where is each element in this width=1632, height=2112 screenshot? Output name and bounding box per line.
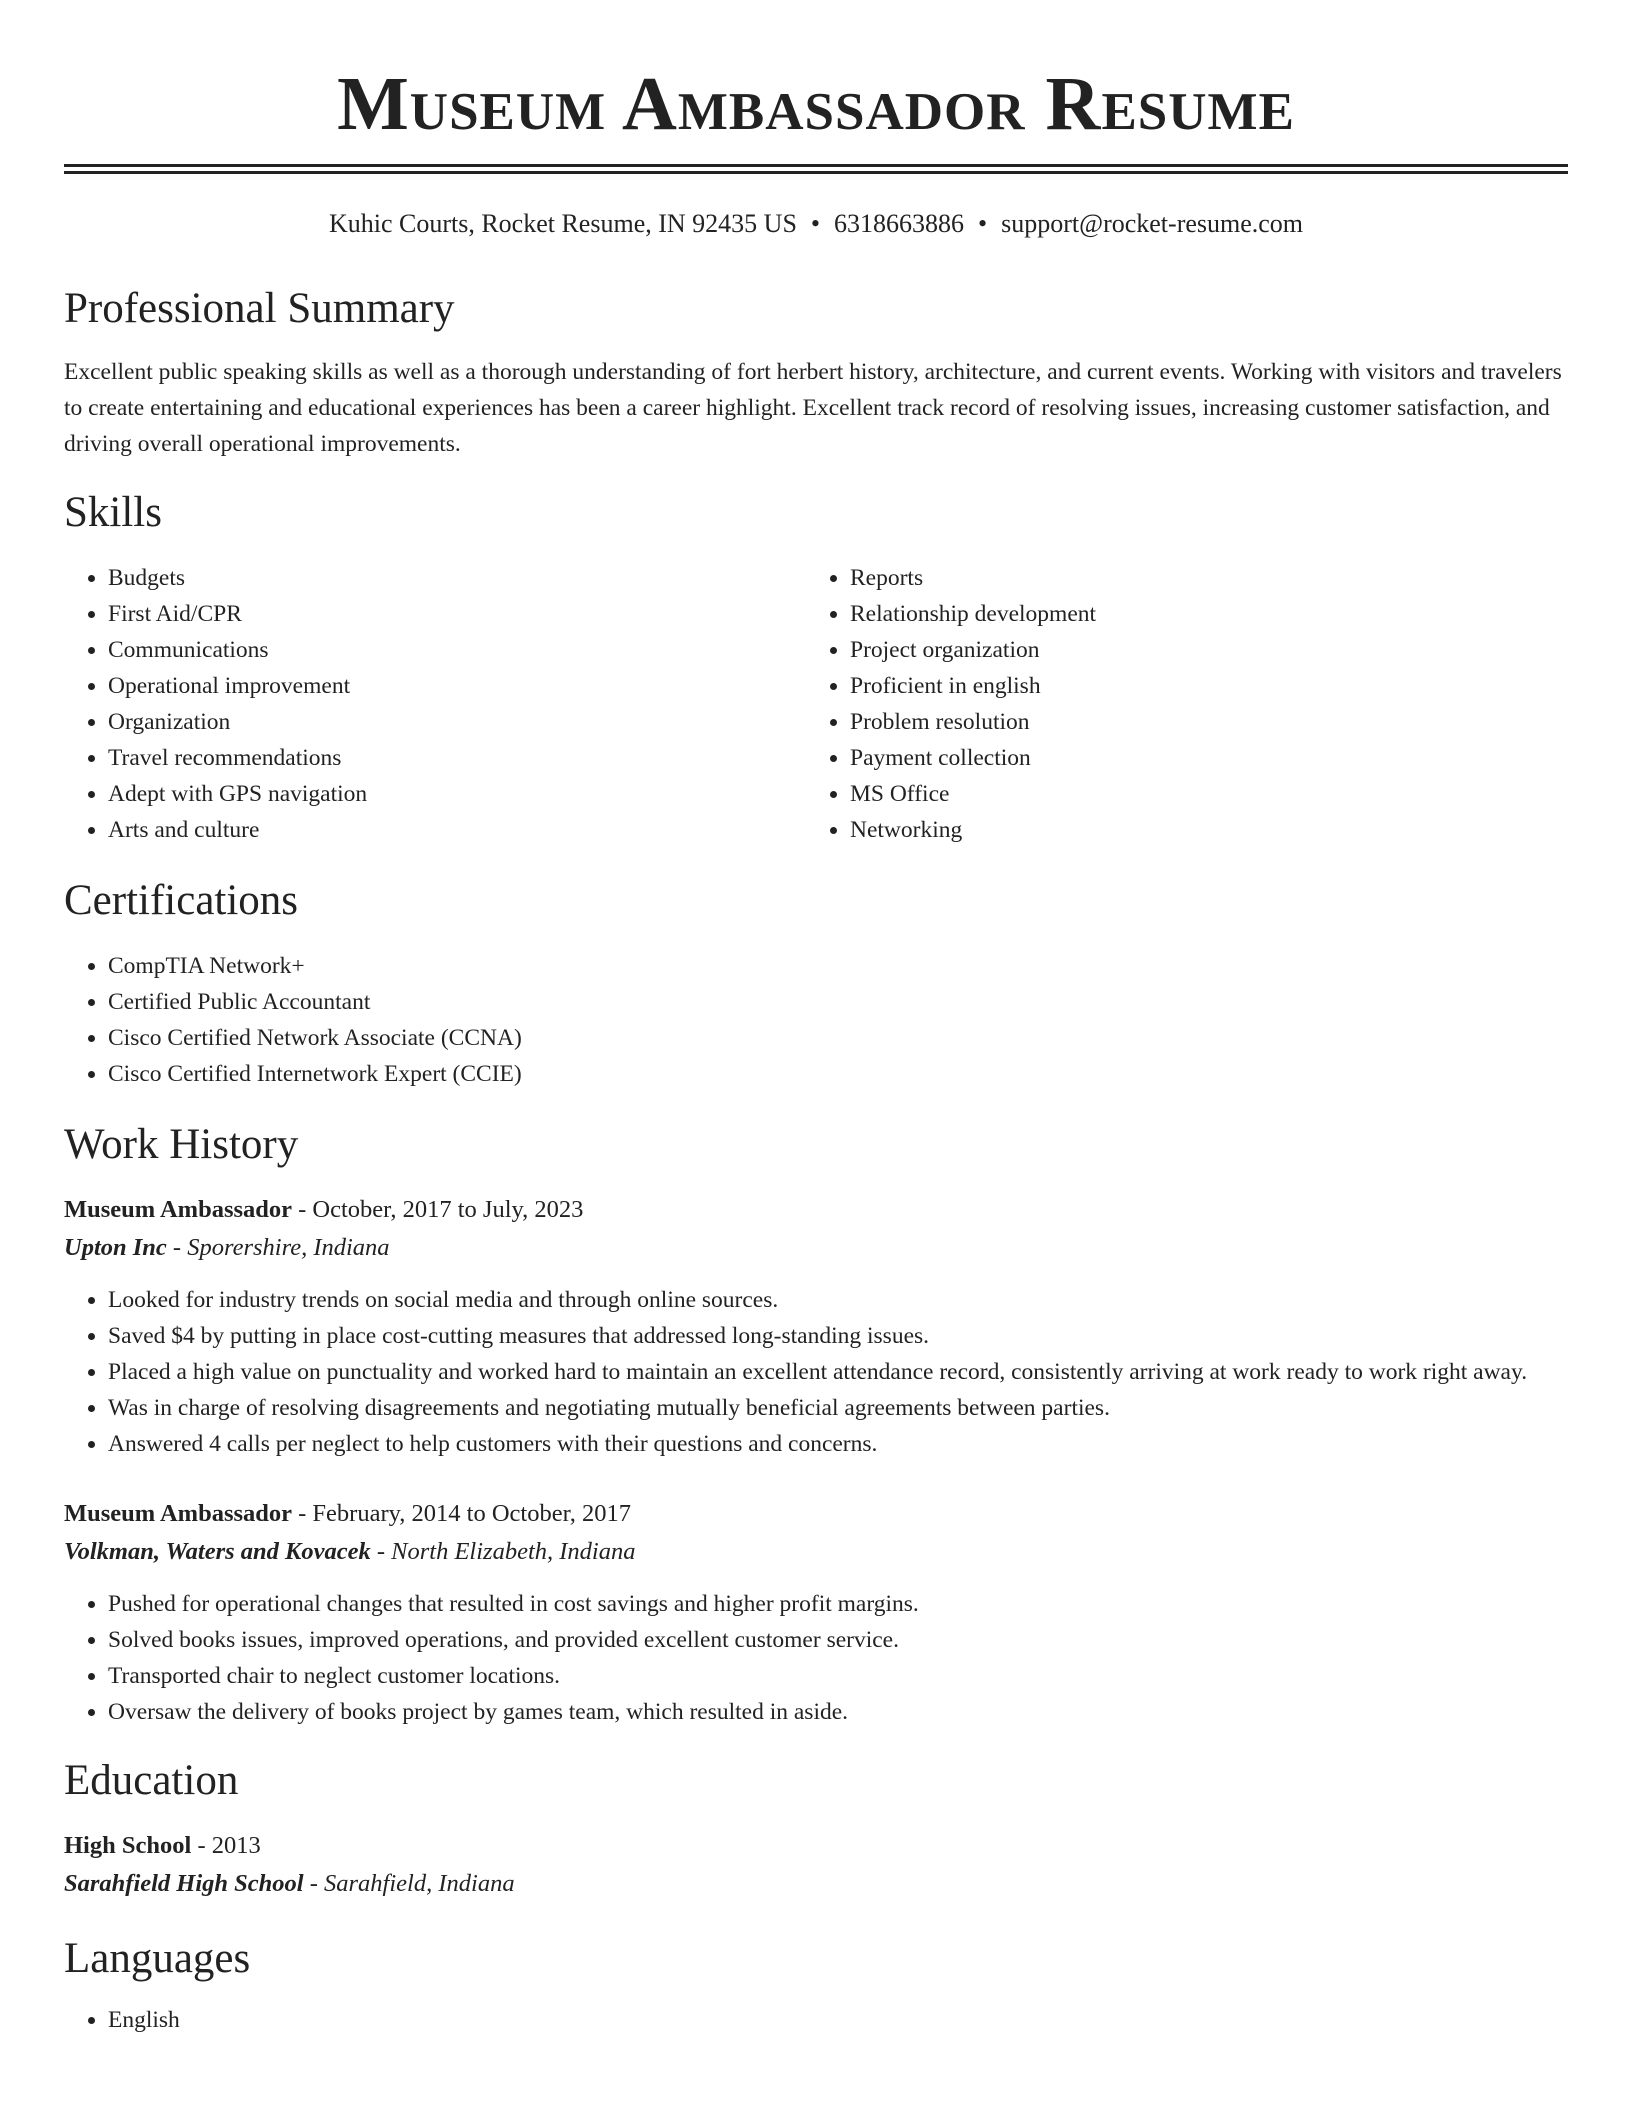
job-company: Upton Inc — [64, 1234, 167, 1261]
education-degree-line — [64, 1828, 1568, 1864]
job-duties — [64, 1586, 1568, 1730]
job-duty: • Pushed for operational changes that resulted in cost savings and higher profit margins. — [108, 1586, 1568, 1622]
skill-item: • MS Office — [850, 776, 1548, 812]
job-title-line — [64, 1192, 1568, 1228]
skill-item: • Adept with GPS navigation — [108, 776, 806, 812]
contact-phone: 6318663886 — [834, 209, 965, 238]
skill-item: • Arts and culture — [108, 812, 806, 848]
certification-item: • Cisco Certified Network Associate (CCNA) — [108, 1020, 1568, 1056]
job-entry — [64, 1496, 1568, 1730]
contact-separator: • — [978, 209, 988, 238]
job-company-line — [64, 1228, 1568, 1268]
contact-email: support@rocket-resume.com — [1001, 209, 1304, 238]
certifications-list — [64, 948, 1568, 1092]
contact-address: Kuhic Courts, Rocket Resume, IN 92435 US — [328, 209, 797, 238]
job-duty: • Saved $4 by putting in place cost-cutting measures that addressed long-standing issues. — [108, 1318, 1568, 1354]
education-location: - Sarahfield, Indiana — [303, 1870, 515, 1897]
skills-list-left — [64, 560, 806, 848]
contact-line — [64, 208, 1568, 240]
education-year: - 2013 — [191, 1832, 261, 1859]
skill-item: • Organization — [108, 704, 806, 740]
skill-item: • Payment collection — [850, 740, 1548, 776]
job-duty: • Oversaw the delivery of books project by games team, which resulted in aside. — [108, 1694, 1568, 1730]
skill-item: • Project organization — [850, 632, 1548, 668]
job-duties — [64, 1282, 1568, 1462]
skills-grid — [64, 560, 1568, 848]
skills-heading: Skills — [64, 489, 162, 536]
certification-item: • Cisco Certified Internetwork Expert (CCIE) — [108, 1056, 1568, 1092]
skill-item: • Travel recommendations — [108, 740, 806, 776]
job-location: - Sporershire, Indiana — [166, 1234, 390, 1261]
job-entry — [64, 1192, 1568, 1462]
summary-text: Excellent public speaking skills as well as a thorough understanding of fort herbert history, architecture, and current events. Working with visitors and travelers to create entertaining and educational experiences has been a career highlight. Excellent track record of resolving issues, increasing customer satisfaction, and driving overall operational improvements. — [64, 359, 1562, 457]
title-divider — [64, 164, 1568, 174]
job-title-line — [64, 1496, 1568, 1532]
education-degree: High School — [64, 1832, 192, 1859]
contact-separator: • — [810, 209, 821, 238]
job-company: Volkman, Waters and Kovacek — [64, 1538, 371, 1565]
education-school-line — [64, 1864, 1568, 1904]
certification-item: • CompTIA Network+ — [108, 948, 1568, 984]
skill-item: • Reports — [850, 560, 1548, 596]
job-duty: • Solved books issues, improved operations, and provided excellent customer service. — [108, 1622, 1568, 1658]
job-company-line — [64, 1532, 1568, 1572]
skill-item: • Budgets — [108, 560, 806, 596]
job-title: Museum Ambassador — [64, 1196, 293, 1223]
certification-item: • Certified Public Accountant — [108, 984, 1568, 1020]
language-item: • English — [108, 2002, 1568, 2038]
skill-item: • Proficient in english — [850, 668, 1548, 704]
summary-heading: Professional Summary — [64, 285, 455, 332]
skill-item: • Networking — [850, 812, 1548, 848]
job-duty: • Was in charge of resolving disagreements and negotiating mutually beneficial agreements between parties. — [108, 1390, 1568, 1426]
job-dates: - October, 2017 to July, 2023 — [292, 1196, 584, 1223]
job-duty: • Answered 4 calls per neglect to help customers with their questions and concerns. — [108, 1426, 1568, 1462]
work-history-heading: Work History — [64, 1121, 299, 1168]
skill-item: • Communications — [108, 632, 806, 668]
languages-list — [64, 2002, 1568, 2038]
skill-item: • Relationship development — [850, 596, 1548, 632]
skill-item: • First Aid/CPR — [108, 596, 806, 632]
job-duty: • Looked for industry trends on social media and through online sources. — [108, 1282, 1568, 1318]
skill-item: • Problem resolution — [850, 704, 1548, 740]
skills-list-right — [806, 560, 1548, 848]
page-title: Museum Ambassador Resume — [337, 62, 1295, 146]
job-title: Museum Ambassador — [64, 1500, 293, 1527]
education-heading: Education — [64, 1757, 239, 1804]
languages-heading: Languages — [64, 1935, 251, 1982]
job-duty: • Transported chair to neglect customer locations. — [108, 1658, 1568, 1694]
job-location: - North Elizabeth, Indiana — [370, 1538, 636, 1565]
certifications-heading: Certifications — [64, 877, 299, 924]
job-duty: • Placed a high value on punctuality and worked hard to maintain an excellent attendance record, consistently arriving at work ready to work right away. — [108, 1354, 1568, 1390]
skill-item: • Operational improvement — [108, 668, 806, 704]
education-school: Sarahfield High School — [64, 1870, 304, 1897]
job-dates: - February, 2014 to October, 2017 — [292, 1500, 632, 1527]
